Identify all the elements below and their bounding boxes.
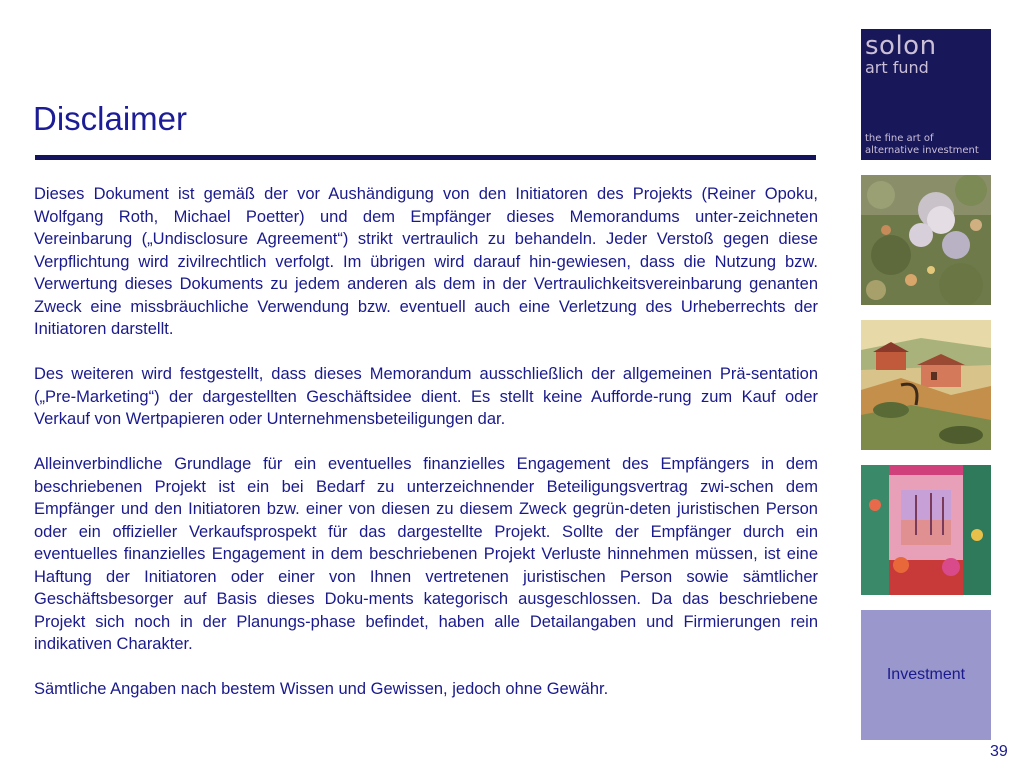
disclaimer-text [34, 183, 818, 723]
page-title: Disclaimer [33, 100, 188, 137]
page-number: 39 [990, 743, 1008, 760]
paragraph-4: Sämtliche Angaben nach bestem Wissen und Gewissen, jedoch ohne Gewähr. [34, 680, 609, 698]
logo-tagline-line-2: alternative investment [865, 145, 979, 156]
logo-tagline-line-1: the fine art of [865, 133, 934, 144]
landscape-painting-icon [861, 320, 991, 450]
title-divider [35, 155, 816, 160]
logo-line-1: solon [865, 31, 937, 61]
paragraph-2: Des weiteren wird festgestellt, dass dieses Memorandum ausschließlich der allgemeinen Prä-sentation („Pre-Marketing“) der dargestellten Geschäftsidee dient. Es stellt keine Aufforde-rung zum Kauf oder Verkauf von Wertpapieren oder Unternehmensbeteiligungen dar. [34, 365, 818, 428]
paragraph-3: Alleinverbindliche Grundlage für ein eventuelles finanzielles Engagement des Empfängers in dem beschriebenen Projekt ist ein bei Bedarf zu unterzeichnender Beteiligungsvertrag zwi-schen dem Empfänger und den Initiatoren bzw. einer von diesen zu diesem Zweck gegrün-deten juristischen Person oder ein offizieller Verkaufsprospekt für das dargestellte Projekt. Sollte der Empfänger durch ein eventuelles finanzielles Engagement in dem beschriebenen Projekt Verluste hinnehmen müssen, ist eine Haftung der Initiatoren oder einer von Ihnen vertretenen juristischen Person sowie sämtlicher Geschäftsbesorger auf Basis dieses Doku-ments kategorisch ausgeschlossen. Da das beschriebene Projekt sich noch in der Planungs-phase befindet, haben alle Detailangaben und Firmierungen rein indikativen Charakter. [34, 455, 818, 653]
paragraph-1: Dieses Dokument ist gemäß der vor Aushändigung von den Initiatoren des Projekts (Reiner Opoku, Wolfgang Roth, Michael Poetter) und dem Empfänger dieses Memorandums unter-zeichneten Vereinbarung („Undisclosure Agreement“) strikt vertraulich zu behandeln. Jeder Verstoß gegen diese Verpflichtung wird zivilrechtlich verfolgt. Im übrigen wird darauf hin-gewiesen, dass die Nutzung bzw. Verwertung dieses Dokuments zu jedem anderen als dem in der Vertraulichkeitsvereinbarung genanten Zweck eine missbräuchliche Verwendung bzw. eventuell auch eine Verletzung des Urheberrechts der Initiatoren darstellt. [34, 185, 818, 338]
investment-section-box [861, 610, 991, 740]
logo-tagline [865, 133, 991, 157]
investment-label: Investment [886, 666, 966, 683]
solon-art-fund-logo [861, 29, 991, 160]
impressionist-painting-icon [861, 175, 991, 305]
window-painting-icon [861, 465, 991, 595]
logo-line-2: art fund [865, 58, 929, 77]
